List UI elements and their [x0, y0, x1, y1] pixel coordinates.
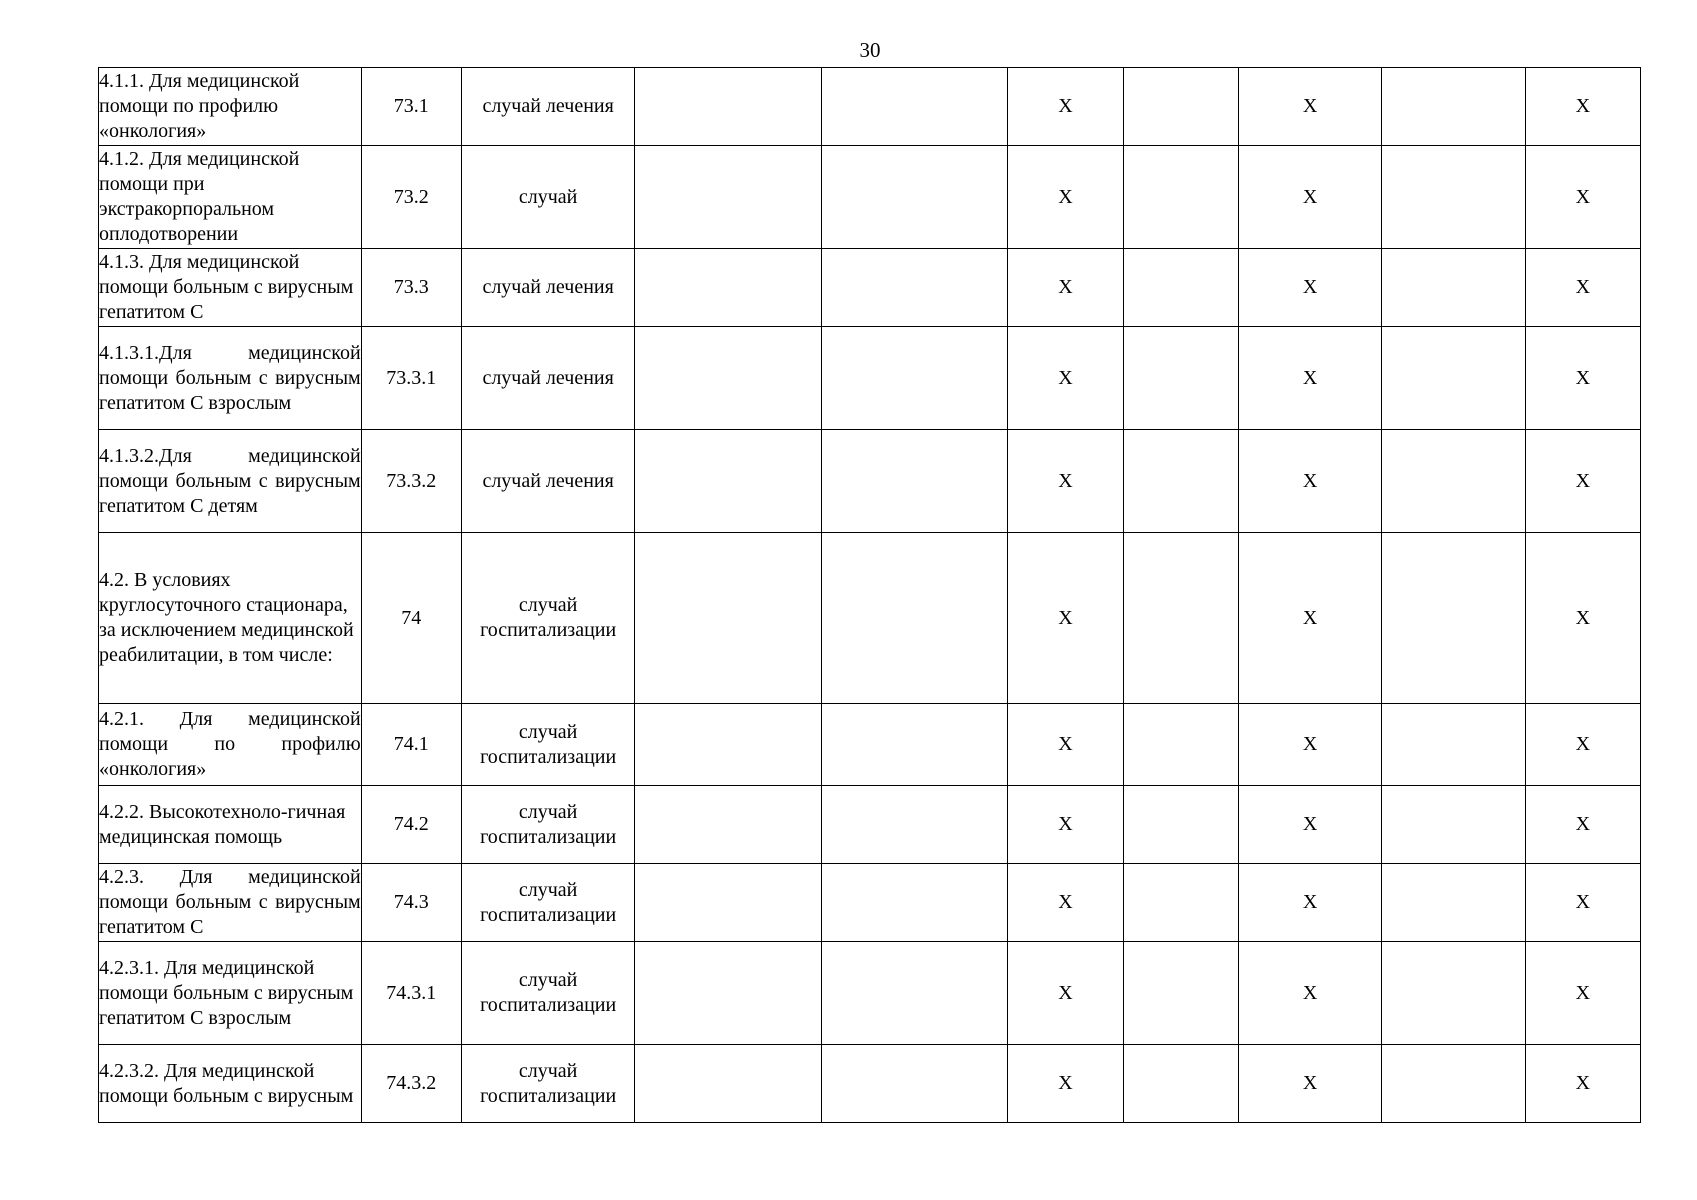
- empty-cell: [1382, 68, 1525, 146]
- empty-cell: [1123, 68, 1238, 146]
- mark-cell: X: [1525, 430, 1640, 533]
- mark-cell: X: [1238, 249, 1381, 327]
- empty-cell: [635, 533, 821, 704]
- mark-cell: X: [1008, 704, 1123, 786]
- mark-cell: X: [1238, 327, 1381, 430]
- empty-cell: [821, 864, 1007, 942]
- row-name-cell: 4.1.3. Для медицинской помощи больным с вирусным гепатитом С: [99, 249, 362, 327]
- empty-cell: [1123, 704, 1238, 786]
- empty-cell: [821, 430, 1007, 533]
- row-code-cell: 74.3: [361, 864, 461, 942]
- mark-cell: X: [1238, 146, 1381, 249]
- row-code-cell: 74.3.2: [361, 1045, 461, 1123]
- mark-cell: X: [1238, 533, 1381, 704]
- empty-cell: [1382, 942, 1525, 1045]
- mark-cell: X: [1525, 1045, 1640, 1123]
- empty-cell: [635, 942, 821, 1045]
- empty-cell: [635, 327, 821, 430]
- row-unit-cell: случай госпитализации: [461, 533, 634, 704]
- row-code-cell: 73.1: [361, 68, 461, 146]
- empty-cell: [1123, 249, 1238, 327]
- mark-cell: X: [1525, 942, 1640, 1045]
- empty-cell: [1123, 864, 1238, 942]
- empty-cell: [1382, 1045, 1525, 1123]
- empty-cell: [821, 704, 1007, 786]
- empty-cell: [635, 68, 821, 146]
- mark-cell: X: [1008, 249, 1123, 327]
- empty-cell: [1382, 533, 1525, 704]
- row-code-cell: 73.2: [361, 146, 461, 249]
- mark-cell: X: [1008, 327, 1123, 430]
- mark-cell: X: [1525, 864, 1640, 942]
- empty-cell: [821, 249, 1007, 327]
- row-unit-cell: случай госпитализации: [461, 1045, 634, 1123]
- row-code-cell: 73.3.1: [361, 327, 461, 430]
- row-name-cell: 4.2.2. Высокотехноло-гичная медицинская помощь: [99, 786, 362, 864]
- mark-cell: X: [1008, 942, 1123, 1045]
- mark-cell: X: [1008, 1045, 1123, 1123]
- empty-cell: [1382, 864, 1525, 942]
- empty-cell: [635, 430, 821, 533]
- row-code-cell: 74: [361, 533, 461, 704]
- mark-cell: X: [1238, 1045, 1381, 1123]
- empty-cell: [635, 786, 821, 864]
- row-name-cell: 4.1.2. Для медицинской помощи при экстракорпоральном оплодотворении: [99, 146, 362, 249]
- empty-cell: [1382, 430, 1525, 533]
- table-row: [99, 146, 1641, 249]
- table-row: [99, 704, 1641, 786]
- row-name-cell: 4.2.3.2. Для медицинской помощи больным с вирусным: [99, 1045, 362, 1123]
- table-row: [99, 327, 1641, 430]
- empty-cell: [1123, 1045, 1238, 1123]
- empty-cell: [635, 704, 821, 786]
- page-number: 30: [859, 38, 881, 62]
- empty-cell: [821, 327, 1007, 430]
- mark-cell: X: [1008, 430, 1123, 533]
- mark-cell: X: [1525, 249, 1640, 327]
- empty-cell: [1382, 704, 1525, 786]
- empty-cell: [1123, 430, 1238, 533]
- mark-cell: X: [1525, 68, 1640, 146]
- empty-cell: [1382, 786, 1525, 864]
- empty-cell: [821, 68, 1007, 146]
- table-row: [99, 68, 1641, 146]
- mark-cell: X: [1008, 786, 1123, 864]
- empty-cell: [821, 942, 1007, 1045]
- table-row: [99, 864, 1641, 942]
- empty-cell: [1123, 327, 1238, 430]
- empty-cell: [635, 146, 821, 249]
- row-name-cell: 4.2.3. Для медицинской помощи больным с вирусным гепатитом С: [99, 864, 362, 942]
- row-unit-cell: случай лечения: [461, 68, 634, 146]
- empty-cell: [635, 249, 821, 327]
- row-code-cell: 74.3.1: [361, 942, 461, 1045]
- table-row: [99, 942, 1641, 1045]
- mark-cell: X: [1238, 68, 1381, 146]
- mark-cell: X: [1525, 533, 1640, 704]
- table-body: [99, 68, 1641, 1123]
- empty-cell: [1123, 146, 1238, 249]
- mark-cell: X: [1008, 864, 1123, 942]
- row-code-cell: 74.1: [361, 704, 461, 786]
- table-row: [99, 786, 1641, 864]
- row-name-cell: 4.1.1. Для медицинской помощи по профилю «онкология»: [99, 68, 362, 146]
- mark-cell: X: [1525, 146, 1640, 249]
- empty-cell: [821, 146, 1007, 249]
- row-code-cell: 73.3: [361, 249, 461, 327]
- empty-cell: [821, 533, 1007, 704]
- mark-cell: X: [1008, 68, 1123, 146]
- row-unit-cell: случай госпитализации: [461, 704, 634, 786]
- mark-cell: X: [1008, 533, 1123, 704]
- mark-cell: X: [1238, 704, 1381, 786]
- row-unit-cell: случай лечения: [461, 327, 634, 430]
- data-table: [98, 67, 1641, 1123]
- mark-cell: X: [1238, 786, 1381, 864]
- row-unit-cell: случай: [461, 146, 634, 249]
- empty-cell: [1382, 249, 1525, 327]
- empty-cell: [821, 1045, 1007, 1123]
- mark-cell: X: [1238, 430, 1381, 533]
- table-row: [99, 1045, 1641, 1123]
- empty-cell: [821, 786, 1007, 864]
- row-code-cell: 74.2: [361, 786, 461, 864]
- row-unit-cell: случай госпитализации: [461, 942, 634, 1045]
- table-row: [99, 249, 1641, 327]
- mark-cell: X: [1525, 704, 1640, 786]
- row-code-cell: 73.3.2: [361, 430, 461, 533]
- empty-cell: [635, 1045, 821, 1123]
- table-row: [99, 430, 1641, 533]
- row-unit-cell: случай лечения: [461, 249, 634, 327]
- row-name-cell: 4.2.1. Для медицинской помощи по профилю «онкология»: [99, 704, 362, 786]
- row-name-cell: 4.2. В условиях круглосуточного стационара, за исключением медицинской реабилитации, в том числе:: [99, 533, 362, 704]
- empty-cell: [1123, 533, 1238, 704]
- mark-cell: X: [1525, 786, 1640, 864]
- mark-cell: X: [1008, 146, 1123, 249]
- empty-cell: [1382, 327, 1525, 430]
- empty-cell: [1123, 942, 1238, 1045]
- mark-cell: X: [1525, 327, 1640, 430]
- row-unit-cell: случай госпитализации: [461, 864, 634, 942]
- empty-cell: [635, 864, 821, 942]
- empty-cell: [1123, 786, 1238, 864]
- mark-cell: X: [1238, 942, 1381, 1045]
- row-name-cell: 4.1.3.1.Для медицинской помощи больным с вирусным гепатитом С взрослым: [99, 327, 362, 430]
- empty-cell: [1382, 146, 1525, 249]
- row-name-cell: 4.2.3.1. Для медицинской помощи больным с вирусным гепатитом С взрослым: [99, 942, 362, 1045]
- row-name-cell: 4.1.3.2.Для медицинской помощи больным с вирусным гепатитом С детям: [99, 430, 362, 533]
- row-unit-cell: случай лечения: [461, 430, 634, 533]
- mark-cell: X: [1238, 864, 1381, 942]
- row-unit-cell: случай госпитализации: [461, 786, 634, 864]
- table-row: [99, 533, 1641, 704]
